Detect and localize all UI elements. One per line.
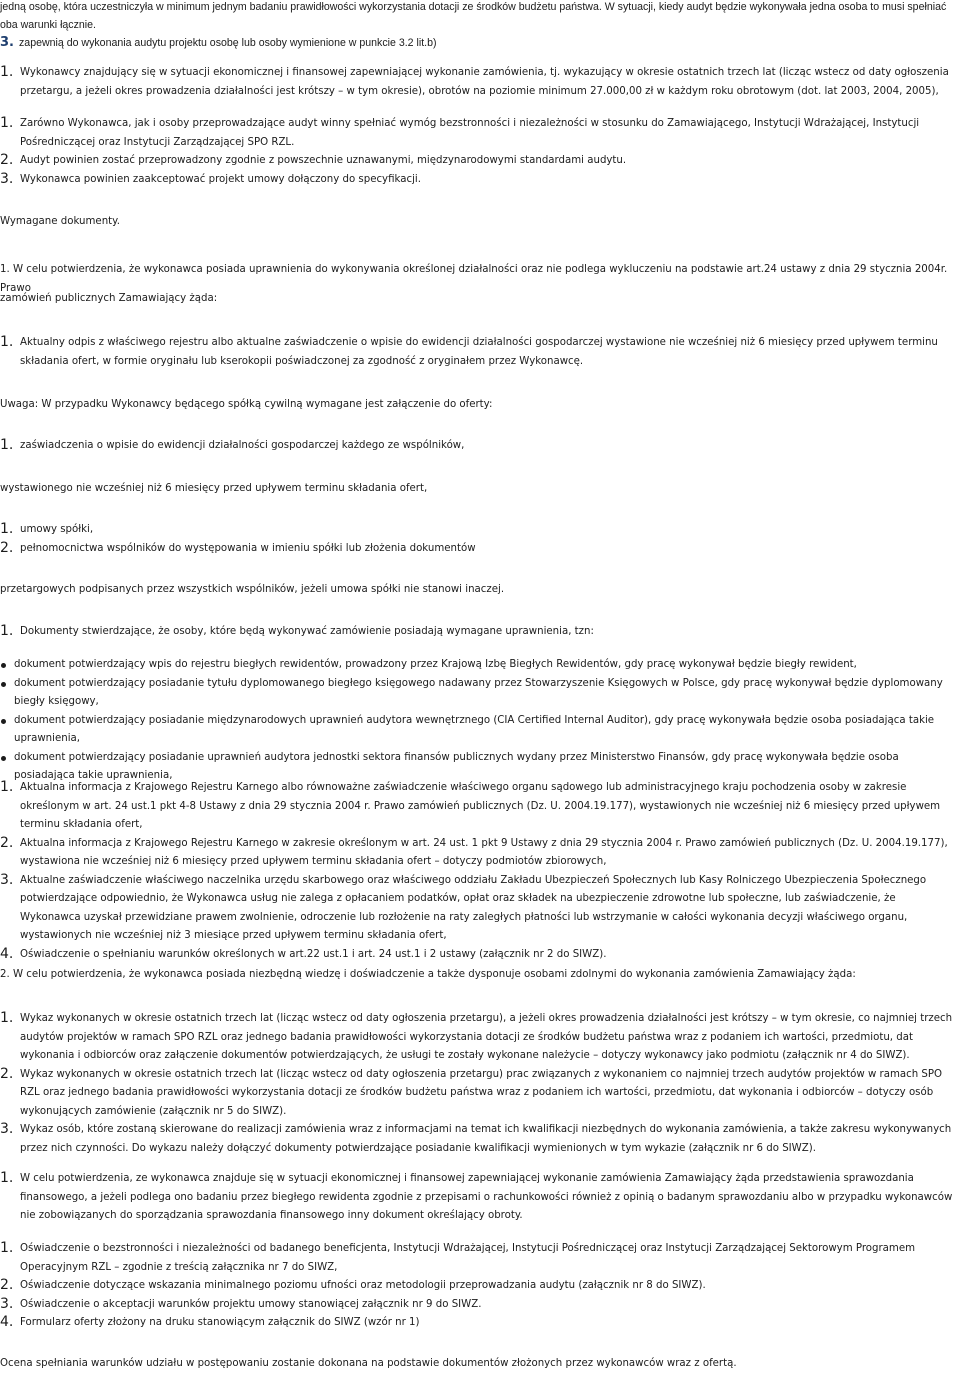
list-number: 1.	[0, 521, 14, 537]
list-text: Wykonawca powinien zaakceptować projekt umowy dołączony do specyfikacji.	[20, 173, 421, 185]
list-item	[0, 34, 960, 52]
list-item	[0, 1010, 960, 1066]
partnership-items	[0, 521, 960, 558]
required-documents-heading	[0, 213, 960, 232]
list-number: 2.	[0, 1277, 14, 1293]
list-number: 1.	[0, 623, 14, 639]
list-item	[0, 152, 960, 171]
bullet-item	[0, 675, 960, 712]
list-number: 1.	[0, 334, 14, 350]
numbered-list	[0, 64, 960, 101]
list-text: Oświadczenie o spełnianiu warunków określonych w art.22 ust.1 i art. 24 ust.1 i 2 ustawy (załącznik nr 2 do SIWZ).	[20, 948, 607, 960]
list-number: 3.	[0, 1121, 14, 1137]
list-item	[0, 334, 960, 371]
bullet-text: dokument potwierdzający wpis do rejestru biegłych rewidentów, prowadzony przez Krajową Izbę Biegłych Rewidentów, gdy pracę wykonywał będzie biegły rewident,	[14, 659, 857, 670]
bullet-list	[0, 656, 960, 786]
bullet-text: dokument potwierdzający posiadanie międzynarodowych uprawnień audytora wewnętrznego (CIA Certified Internal Auditor), gdy pracę wykonywała będzie osoba posiadająca takie uprawnienia,	[14, 714, 935, 744]
top-fragment	[0, 0, 960, 52]
list-text: zaświadczenia o wpisie do ewidencji działalności gospodarczej każdego ze wspólników,	[20, 440, 465, 451]
list-text: Wykonawcy znajdujący się w sytuacji ekonomicznej i finansowej zapewniającej wykonanie zamówienia, tj. wykazujący w okresie ostatnich trzech lat (licząc wstecz od daty ogłoszenia przetargu, a jeżeli okres prowadzenia działalności jest krótszy – w tym okresie), obrotów na poziomie minimum 27.000,00 zł w każdym roku obrotowym (dot. lat 2003, 2004, 2005),	[20, 67, 949, 97]
list-item	[0, 1296, 960, 1315]
list-number: 3.	[0, 1295, 14, 1312]
list-text: umowy spółki,	[20, 524, 94, 535]
fragment-list	[0, 34, 960, 52]
list-text: Aktualny odpis z właściwego rejestru albo aktualne zaświadczenie o wpisie do ewidencji działalności gospodarczej wystawione nie wcześniej niż 6 miesięcy przed upływem terminu składania ofert, w formie oryginału lub kserokopii poświadczonej za zgodność z oryginałem przez Wykonawcę.	[20, 337, 938, 367]
list-text: Wykaz osób, które zostaną skierowane do realizacji zamówienia wraz z informacjami na temat ich kwalifikacji niezbędnych do wykonania zamówienia, a także zakresu wykonywanych przez nich czynności. Do wykazu należy dołączyć dokumenty potwierdzające posiadanie kwalifikacji wymienionych w tym wykazie (załącznik nr 6 do SIWZ).	[20, 1124, 952, 1154]
list-number: 3.	[0, 871, 14, 888]
list-number: 2.	[0, 834, 14, 851]
list-item	[0, 171, 960, 190]
bullet-icon	[1, 663, 6, 668]
certificate-item	[0, 437, 960, 456]
numbered-list	[0, 1240, 960, 1333]
list-number: 3.	[0, 35, 14, 50]
list-item	[0, 1240, 960, 1277]
paragraph: Ocena spełniania warunków udziału w postępowaniu zostanie dokonana na podstawie dokumentów złożonych przez wykonawców wraz z ofertą.	[0, 1358, 737, 1369]
qualification-bullets	[0, 656, 960, 786]
bullet-item	[0, 712, 960, 749]
numbered-list	[0, 1170, 960, 1226]
list-item	[0, 835, 960, 872]
paragraph: wystawionego nie wcześniej niż 6 miesięcy przed upływem terminu składania ofert,	[0, 483, 428, 494]
list-text: Wykaz wykonanych w okresie ostatnich trzech lat (licząc wstecz od daty ogłoszenia przetargu) prac związanych z wykonaniem co najmniej trzech audytów projektów w ramach SPO RZL oraz jednego badania prawidłowości wykorzystania dotacji ze środków budżetu państwa wraz z podaniem ich wartości, przedmiotu, dat wykonania i odbiorców – dotyczy osób wykonujących zamówienie (załącznik nr 5 do SIWZ).	[20, 1068, 943, 1117]
fragment-paragraph: jedną osobę, która uczestniczyła w minimum jednym badaniu prawidłowości wykorzystania dotacji ze środków budżetu państwa. W sytuacji, kiedy audyt będzie wykonywała jedna osoba to musi spełniać oba warunki łącznie.	[0, 1, 947, 31]
list-item	[0, 521, 960, 540]
list-number: 4.	[0, 1314, 14, 1330]
list-item	[0, 872, 960, 946]
list-number: 1.	[0, 1010, 14, 1026]
paragraph: 2. W celu potwierdzenia, że wykonawca posiada niezbędną wiedzę i doświadczenie a także dysponuje osobami zdolnymi do wykonania zamówienia Zamawiający żąda:	[0, 969, 856, 980]
list-text: zapewnią do wykonania audytu projektu osobę lub osoby wymienione w punkcie 3.2 lit.b)	[19, 37, 437, 49]
experience-lists	[0, 1010, 960, 1158]
bullet-icon	[1, 682, 6, 687]
list-item	[0, 1121, 960, 1158]
list-item	[0, 946, 960, 965]
list-text: Oświadczenie dotyczące wskazania minimalnego poziomu ufności oraz metodologii przeprowadzania audytu (załącznik nr 8 do SIWZ).	[20, 1280, 706, 1291]
registry-extract	[0, 334, 960, 371]
list-item	[0, 540, 960, 559]
list-text: Aktualne zaświadczenie właściwego naczelnika urzędu skarbowego oraz właściwego oddziału Zakładu Ubezpieczeń Społecznych lub Kasy Rolniczego Ubezpieczenia Społecznego potwierdzające odpowiednio, że Wykonawca usług nie zalega z opłacaniem podatków, opłat oraz składek na ubezpieczenie zdrowotne lub społeczne, lub zaświadczenie, że Wykonawca uzyskał przewidziane prawem zwolnienie, odroczenie lub rozłożenie na raty zaległych płatności lub wstrzymanie w całości wykonania decyzji właściwego organu, wystawionych nie wcześniej niż 3 miesiące przed upływem terminu składania ofert,	[20, 874, 927, 941]
financial-statement	[0, 1170, 960, 1226]
list-text: W celu potwierdzenia, ze wykonawca znajduje się w sytuacji ekonomicznej i finansowej zapewniającej wykonanie zamówienia Zamawiający żąda przedstawienia sprawozdania finansowego, a jeżeli podlega ono badaniu przez biegłego rewidenta zgodnie z przepisami o rachunkowości również z opinią o badanym sprawozdaniu albo w przypadku wykonawców nie zobowiązanych do sporządzania sprawozdania finansowego inny dokument określający obroty.	[20, 1173, 953, 1221]
note	[0, 396, 960, 415]
bullet-text: dokument potwierdzający posiadanie uprawnień audytora jednostki sektora finansów publicznych wydany przez Ministerstwo Finansów, gdy pracę wykonywała będzie osoba posiadająca takie uprawnienia,	[14, 751, 899, 781]
list-number: 2.	[0, 539, 14, 556]
numbered-list	[0, 437, 960, 456]
criminal-record-items	[0, 779, 960, 964]
numbered-list	[0, 115, 960, 189]
bullet-icon	[1, 719, 6, 724]
list-item	[0, 1277, 960, 1296]
numbered-list	[0, 334, 960, 371]
numbered-list	[0, 521, 960, 558]
list-text: Dokumenty stwierdzające, że osoby, które będą wykonywać zamówienie posiadają wymagane uprawnienia, tzn:	[20, 626, 594, 637]
numbered-list	[0, 1010, 960, 1158]
list-text: Aktualna informacja z Krajowego Rejestru Karnego w zakresie określonym w art. 24 ust. 1 pkt 9 Ustawy z dnia 29 stycznia 2004 r. Prawo zamówień publicznych (Dz. U. 2004.19.177), wystawiona nie wcześniej niż 6 miesięcy przed upływem terminu składania ofert – dotyczy podmiotów zbiorowych,	[20, 837, 948, 867]
list-number: 3.	[0, 170, 14, 187]
list-item	[0, 64, 960, 101]
paragraph: Uwaga: W przypadku Wykonawcy będącego spółką cywilną wymagane jest załączenie do oferty:	[0, 399, 493, 410]
qualification-documents	[0, 623, 960, 642]
list-number: 4.	[0, 945, 14, 962]
declarations	[0, 1240, 960, 1333]
list-number: 1.	[0, 779, 14, 795]
section-financial-condition	[0, 64, 960, 101]
paragraph: przetargowych podpisanych przez wszystkich wspólników, jeżeli umowa spółki nie stanowi inaczej.	[0, 584, 505, 595]
list-text: Formularz oferty złożony na druku stanowiącym załącznik do SIWZ (wzór nr 1)	[20, 1317, 420, 1328]
bullet-icon	[1, 756, 6, 761]
list-text: Wykaz wykonanych w okresie ostatnich trzech lat (licząc wstecz od daty ogłoszenia przetargu), a jeżeli okres prowadzenia działalności jest krótszy – w tym okresie, co najmniej trzech audytów projektów w ramach SPO RZL oraz jednego badania prawidłowości wykorzystania dotacji ze środków budżetu państwa wraz z podaniem ich wartości, przedmiotu, dat wykonania i odbiorców oraz załączenie dokumentów potwierdzających, że usługi te zostały wykonane należycie – dotyczy wykonawcy jako podmiotu (załącznik nr 4 do SIWZ).	[20, 1013, 953, 1061]
list-item	[0, 115, 960, 152]
list-text: Zarówno Wykonawca, jak i osoby przeprowadzające audyt winny spełniać wymóg bezstronności i niezależności w stosunku do Zamawiającego, Instytucji Wdrażającej, Instytucji Pośredniczącej oraz Instytucji Zarządzającej SPO RZL.	[20, 118, 920, 148]
list-item	[0, 779, 960, 835]
issued-note	[0, 480, 960, 499]
list-text: Oświadczenie o akceptacji warunków projektu umowy stanowiącej załącznik nr 9 do SIWZ.	[20, 1298, 482, 1310]
paragraph-line: 1. W celu potwierdzenia, że wykonawca posiada uprawnienia do wykonywania określonej działalności oraz nie podlega wykluczeniu na podstawie art.24 ustawy z dnia 29 stycznia 2004r. Prawo	[0, 264, 948, 294]
paragraph-line: zamówień publicznych Zamawiający żąda:	[0, 293, 218, 304]
list-number: 1.	[0, 115, 14, 131]
bullet-text: dokument potwierdzający posiadanie tytułu dyplomowanego biegłego księgowego nadawany przez Stowarzyszenie Księgowych w Polsce, gdy pracę wykonywał będzie dyplomowany biegły księgowy,	[14, 677, 943, 707]
list-number: 2.	[0, 1065, 14, 1082]
list-item	[0, 437, 960, 456]
paragraph: Wymagane dokumenty.	[0, 216, 120, 227]
list-number: 2.	[0, 152, 14, 168]
list-number: 1.	[0, 437, 14, 453]
list-item	[0, 1314, 960, 1333]
list-item	[0, 623, 960, 642]
list-text: Oświadczenie o bezstronności i niezależności od badanego beneficjenta, Instytucji Wdrażającej, Instytucji Pośredniczącej oraz Instytucji Zarządzającej Sektorowym Programem Operacyjnym RZL – zgodnie z treścią załącznika nr 7 do SIWZ,	[20, 1243, 916, 1273]
tender-docs-note	[0, 581, 960, 600]
numbered-list	[0, 623, 960, 642]
bullet-item	[0, 656, 960, 675]
list-number: 1.	[0, 64, 14, 80]
list-item	[0, 1066, 960, 1122]
list-text: pełnomocnictwa wspólników do występowania w imieniu spółki lub złożenia dokumentów	[20, 542, 476, 554]
paragraph-1-cont	[0, 290, 960, 309]
list-text: Audyt powinien zostać przeprowadzony zgodnie z powszechnie uznawanymi, międzynarodowymi standardami audytu.	[20, 155, 627, 166]
paragraph-2	[0, 966, 960, 985]
list-number: 1.	[0, 1170, 14, 1186]
list-text: Aktualna informacja z Krajowego Rejestru Karnego albo równoważne zaświadczenie właściwego organu sądowego lub administracyjnego kraju pochodzenia osoby w zakresie określonym w art. 24 ust.1 pkt 4-8 Ustawy z dnia 29 stycznia 2004 r. Prawo zamówień publicznych (Dz. U. 2004.19.177), wystawionych nie wcześniej niż 6 miesięcy przed upływem terminu składania ofert,	[20, 782, 941, 830]
list-number: 1.	[0, 1240, 14, 1256]
list-item	[0, 1170, 960, 1226]
section-audit-requirements	[0, 115, 960, 189]
numbered-list	[0, 779, 960, 964]
